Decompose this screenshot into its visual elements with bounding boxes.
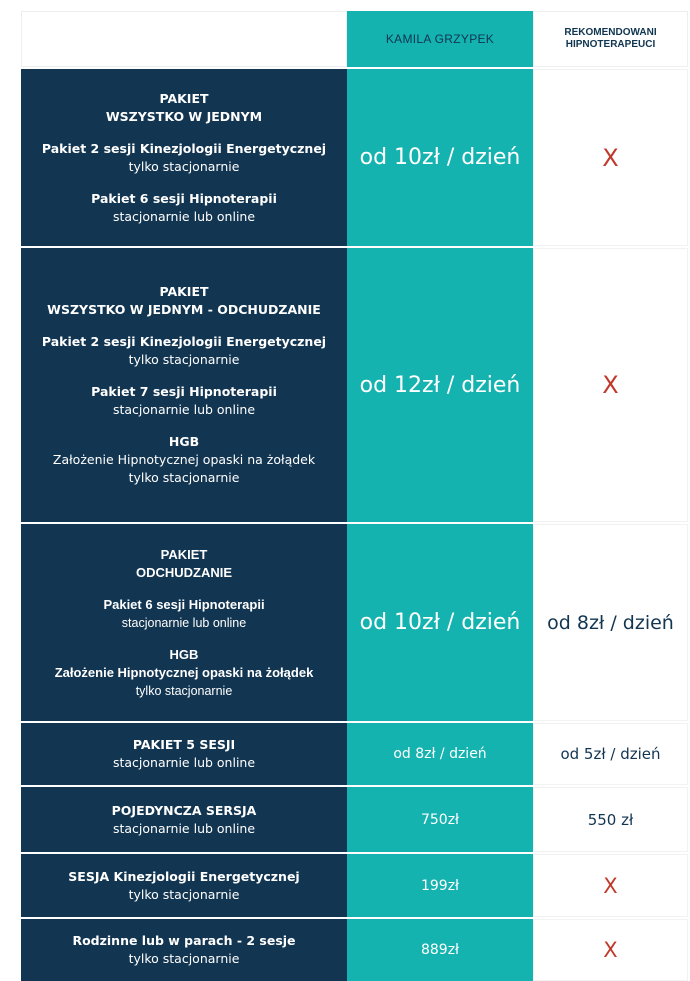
- package-description: [21, 854, 347, 917]
- recommended-price: [533, 854, 688, 917]
- package-item-title: Pakiet 7 sesji Hipnoterapii: [91, 384, 277, 399]
- package-item-mode: tylko stacjonarnie: [128, 886, 240, 902]
- header-recommended-hypnotherapists: [533, 11, 688, 67]
- kamila-price: 199zł: [347, 854, 533, 917]
- package-item: [53, 433, 315, 487]
- table-row: [21, 854, 690, 919]
- package-heading: [47, 283, 321, 319]
- header-empty-cell: [21, 11, 347, 67]
- header-kamila-grzypek: KAMILA GRZYPEK: [347, 11, 533, 67]
- kamila-price: od 8zł / dzień: [347, 723, 533, 785]
- package-item-mode: stacjonarnie lub online: [112, 755, 256, 770]
- package-description: [21, 69, 347, 246]
- package-name: WSZYSTKO W JEDNYM: [105, 108, 263, 124]
- package-name: ODCHUDZANIE: [135, 564, 233, 580]
- package-label: PAKIET: [159, 90, 209, 106]
- package-item-title: POJEDYNCZA SERSJA: [111, 802, 257, 818]
- not-available-mark: X: [602, 143, 619, 172]
- package-item-title: Pakiet 2 sesji Kinezjologii Energetycznej: [41, 334, 327, 349]
- package-item-mode: tylko stacjonarnie: [135, 683, 233, 698]
- package-description: [21, 723, 347, 785]
- package-item: [42, 140, 326, 176]
- package-item-title: Pakiet 6 sesji Hipnoterapii: [91, 190, 277, 206]
- package-item: [72, 932, 295, 968]
- kamila-price: od 10zł / dzień: [347, 69, 533, 246]
- package-description: [21, 524, 347, 721]
- package-name: WSZYSTKO W JEDNYM - ODCHUDZANIE: [47, 302, 321, 317]
- package-item: [103, 596, 264, 632]
- package-item-title: HGB: [168, 434, 200, 449]
- package-heading: [106, 90, 262, 126]
- package-item: [91, 383, 277, 419]
- recommended-price: 550 zł: [533, 787, 688, 852]
- table-row: [21, 248, 690, 524]
- package-description: [21, 787, 347, 852]
- not-available-mark: X: [603, 938, 618, 962]
- header-col3-line1: REKOMENDOWANI: [564, 27, 657, 38]
- package-item: [112, 802, 257, 838]
- package-item: [55, 646, 314, 700]
- package-item: [42, 333, 326, 369]
- package-item-mode: tylko stacjonarnie: [128, 352, 240, 367]
- package-item-title: Pakiet 6 sesji Hipnoterapii: [103, 596, 265, 612]
- package-item-description: Założenie Hipnotycznej opaski na żołądek: [54, 664, 314, 680]
- package-item-mode: stacjonarnie lub online: [112, 208, 256, 224]
- table-header-row: [21, 11, 690, 69]
- package-item-description: Założenie Hipnotycznej opaski na żołądek: [52, 452, 316, 467]
- package-heading: [136, 546, 232, 582]
- package-item: [68, 868, 299, 904]
- kamila-price: od 10zł / dzień: [347, 524, 533, 721]
- recommended-price: [533, 248, 688, 522]
- not-available-mark: X: [603, 873, 618, 898]
- package-description: [21, 919, 347, 981]
- recommended-price: [533, 919, 688, 981]
- not-available-mark: X: [602, 371, 619, 399]
- package-item-mode: tylko stacjonarnie: [128, 470, 240, 485]
- recommended-price: [533, 69, 688, 246]
- header-col3-line2: HIPNOTERAPEUCI: [565, 39, 656, 50]
- table-row: [21, 723, 690, 787]
- recommended-price: od 5zł / dzień: [533, 723, 688, 785]
- pricing-table: [21, 11, 690, 981]
- package-label: PAKIET: [159, 284, 209, 299]
- table-row: [21, 69, 690, 248]
- package-description: [21, 248, 347, 522]
- package-item-mode: tylko stacjonarnie: [128, 158, 240, 174]
- kamila-price: 889zł: [347, 919, 533, 981]
- recommended-price: od 8zł / dzień: [533, 524, 688, 721]
- package-item-title: Pakiet 2 sesji Kinezjologii Energetycznej: [41, 140, 327, 156]
- table-row: [21, 524, 690, 723]
- kamila-price: 750zł: [347, 787, 533, 852]
- package-item-mode: tylko stacjonarnie: [128, 951, 240, 966]
- package-item-title: SESJA Kinezjologii Energetycznej: [68, 868, 300, 884]
- package-item-mode: stacjonarnie lub online: [112, 402, 256, 417]
- table-row: [21, 787, 690, 854]
- package-item-title: HGB: [169, 646, 199, 662]
- kamila-price: od 12zł / dzień: [347, 248, 533, 522]
- table-row: [21, 919, 690, 981]
- package-item-mode: stacjonarnie lub online: [112, 820, 256, 836]
- package-label: PAKIET: [160, 546, 208, 562]
- package-item-title: Rodzinne lub w parach - 2 sesje: [72, 933, 296, 948]
- package-item: [113, 736, 255, 772]
- package-item-title: PAKIET 5 SESJI: [132, 737, 236, 752]
- package-item-mode: stacjonarnie lub online: [121, 615, 247, 630]
- package-item: [91, 190, 277, 226]
